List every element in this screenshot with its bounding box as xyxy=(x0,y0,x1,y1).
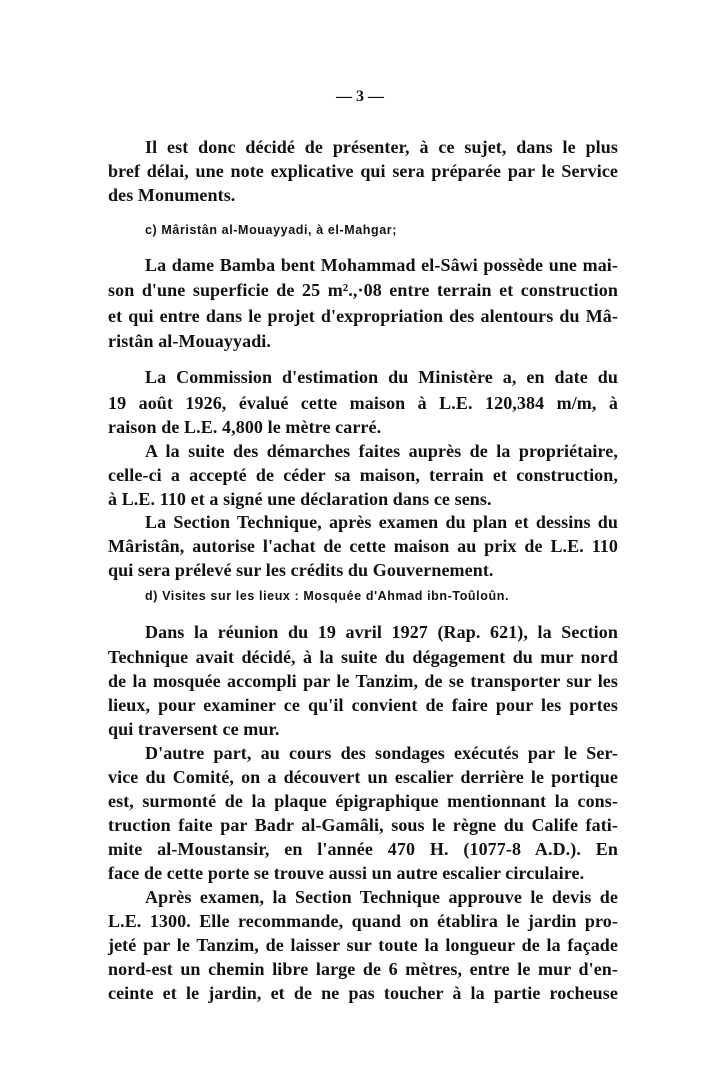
text-line: qui traversent ce mur. xyxy=(108,719,280,739)
text-line: lieux, pour examiner ce qu'il convient de faire pour les portes xyxy=(108,695,618,715)
page-number: — 3 — xyxy=(336,88,384,105)
text-line: est, surmonté de la plaque épigraphique mentionnant la cons- xyxy=(108,791,618,811)
text-line: jeté par le Tanzim, de laisser sur toute la longueur de la façade xyxy=(108,935,618,955)
text-line: Il est donc décidé de présenter, à ce sujet, dans le plus xyxy=(145,137,618,157)
text-line: vice du Comité, on a découvert un escalier derrière le portique xyxy=(108,767,618,787)
text-line: La dame Bamba bent Mohammad el-Sâwi possède une mai- xyxy=(145,255,618,275)
text-line: truction faite par Badr al-Gamâli, sous le règne du Calife fati- xyxy=(108,815,618,835)
text-line: A la suite des démarches faites auprès de la propriétaire, xyxy=(145,441,618,461)
text-line: La Section Technique, après examen du plan et dessins du xyxy=(145,512,618,532)
text-line: son d'une superficie de 25 m².,·08 entre terrain et construction xyxy=(108,280,618,300)
text-line: de la mosquée accompli par le Tanzim, de se transporter sur les xyxy=(108,671,618,691)
text-line: L.E. 1300. Elle recommande, quand on établira le jardin pro- xyxy=(108,911,618,931)
text-line: raison de L.E. 4,800 le mètre carré. xyxy=(108,417,382,437)
text-line: Dans la réunion du 19 avril 1927 (Rap. 621), la Section xyxy=(145,622,618,642)
text-line: ceinte et le jardin, et de ne pas toucher à la partie rocheuse xyxy=(108,983,618,1003)
text-line: nord-est un chemin libre large de 6 mètres, entre le mur d'en- xyxy=(108,959,618,979)
text-line: Mâristân, autorise l'achat de cette maison au prix de L.E. 110 xyxy=(108,536,618,556)
text-line: à L.E. 110 et a signé une déclaration dans ce sens. xyxy=(108,489,492,509)
text-line: celle-ci a accepté de céder sa maison, terrain et construction, xyxy=(108,465,618,485)
text-line: mite al-Moustansir, en l'année 470 H. (1077-8 A.D.). En xyxy=(108,839,618,859)
text-line: et qui entre dans le projet d'expropriation des alentours du Mâ- xyxy=(108,306,618,326)
text-line: Technique avait décidé, à la suite du dégagement du mur nord xyxy=(108,647,618,667)
text-line: ristân al-Mouayyadi. xyxy=(108,331,272,351)
text-line: des Monuments. xyxy=(108,185,236,205)
text-line: bref délai, une note explicative qui sera préparée par le Service xyxy=(108,161,618,181)
text-line: Après examen, la Section Technique approuve le devis de xyxy=(145,887,618,907)
section-heading: d) Visites sur les lieux : Mosquée d'Ahmad ibn-Toûloûn. xyxy=(145,589,510,603)
section-heading: c) Mâristân al-Mouayyadi, à el-Mahgar; xyxy=(145,223,398,237)
text-line: La Commission d'estimation du Ministère a, en date du xyxy=(145,367,618,387)
text-line: face de cette porte se trouve aussi un autre escalier circulaire. xyxy=(108,863,585,883)
text-line: D'autre part, au cours des sondages exécutés par le Ser- xyxy=(145,743,618,763)
text-line: qui sera prélevé sur les crédits du Gouvernement. xyxy=(108,560,494,580)
text-line: 19 août 1926, évalué cette maison à L.E. 120,384 m/m, à xyxy=(108,393,618,413)
